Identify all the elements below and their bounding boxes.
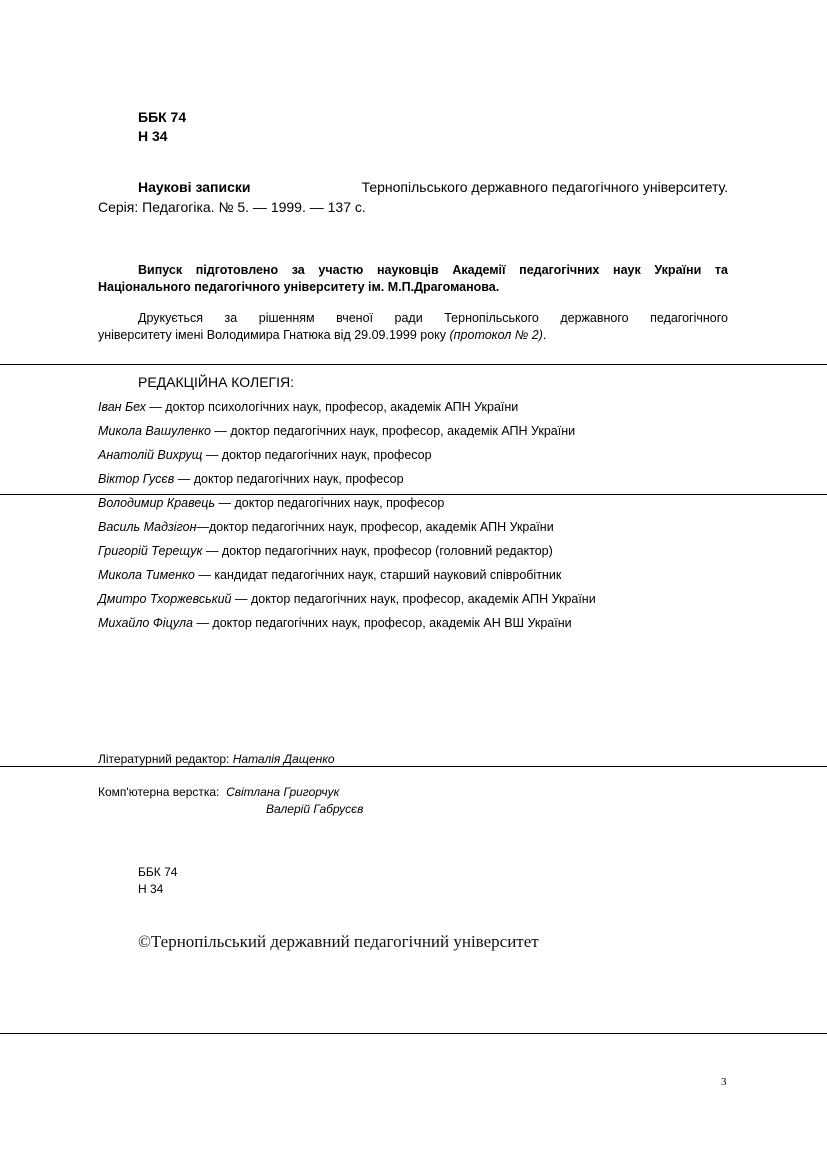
citation-line2: Серія: Педагогіка. № 5. — 1999. — 137 с. — [98, 199, 366, 215]
board-member: Володимир Кравець — доктор педагогічних наук, професор — [98, 496, 445, 510]
bbk-code-bottom: ББК 74 — [138, 865, 178, 879]
citation-block — [98, 177, 728, 217]
journal-title: Наукові записки — [138, 179, 251, 195]
print-decision — [98, 310, 728, 344]
protocol-ref: (протокол № 2) — [449, 328, 543, 342]
copyright-notice: ©Тернопільський державний педагогічний університет — [138, 932, 539, 951]
prepared-notice — [98, 262, 728, 296]
print-decision-line1: Друкується за рішенням вченої ради Тернопільського державного педагогічного — [138, 311, 728, 325]
literary-editor: Літературний редактор: Наталія Дащенко — [98, 752, 335, 766]
board-member: Михайло Фіцула — доктор педагогічних наук, професор, академік АН ВШ України — [98, 616, 572, 630]
page-number: 3 — [721, 1076, 727, 1088]
board-member: Григорій Терещук — доктор педагогічних наук, професор (головний редактор) — [98, 544, 553, 558]
n-code-top: Н 34 — [138, 128, 168, 144]
layout-credit-second: Валерій Габрусєв — [266, 802, 364, 816]
board-member: Дмитро Тхоржевський — доктор педагогічних наук, професор, академік АПН України — [98, 592, 596, 606]
divider-line — [0, 766, 827, 767]
editorial-board-heading: РЕДАКЦІЙНА КОЛЕГІЯ: — [138, 374, 295, 390]
board-member: Іван Бех — доктор психологічних наук, професор, академік АПН України — [98, 400, 519, 414]
board-member: Василь Мадзігон—доктор педагогічних наук, професор, академік АПН України — [98, 520, 554, 534]
bbk-code-top: ББК 74 — [138, 109, 187, 125]
n-code-bottom: Н 34 — [138, 882, 164, 896]
board-member: Микола Вашуленко — доктор педагогічних наук, професор, академік АПН України — [98, 424, 576, 438]
citation-line1: Тернопільського державного педагогічного університету. — [361, 179, 728, 195]
board-member: Віктор Гусєв — доктор педагогічних наук, професор — [98, 472, 404, 486]
board-member: Анатолій Вихрущ — доктор педагогічних наук, професор — [98, 448, 432, 462]
prepared-line2: Національного педагогічного університету ім. М.П.Драгоманова. — [98, 280, 500, 294]
print-decision-line2: університету імені Володимира Гнатюка від 29.09.1999 року (протокол № 2). — [98, 328, 547, 342]
prepared-line1: Випуск підготовлено за участю науковців Академії педагогічних наук України та — [138, 263, 728, 277]
divider-line — [0, 364, 827, 365]
divider-line — [0, 494, 827, 495]
layout-credit: Комп'ютерна верстка: Світлана Григорчук — [98, 785, 340, 799]
board-member: Микола Тименко — кандидат педагогічних наук, старший науковий співробітник — [98, 568, 562, 582]
divider-line — [0, 1033, 827, 1034]
